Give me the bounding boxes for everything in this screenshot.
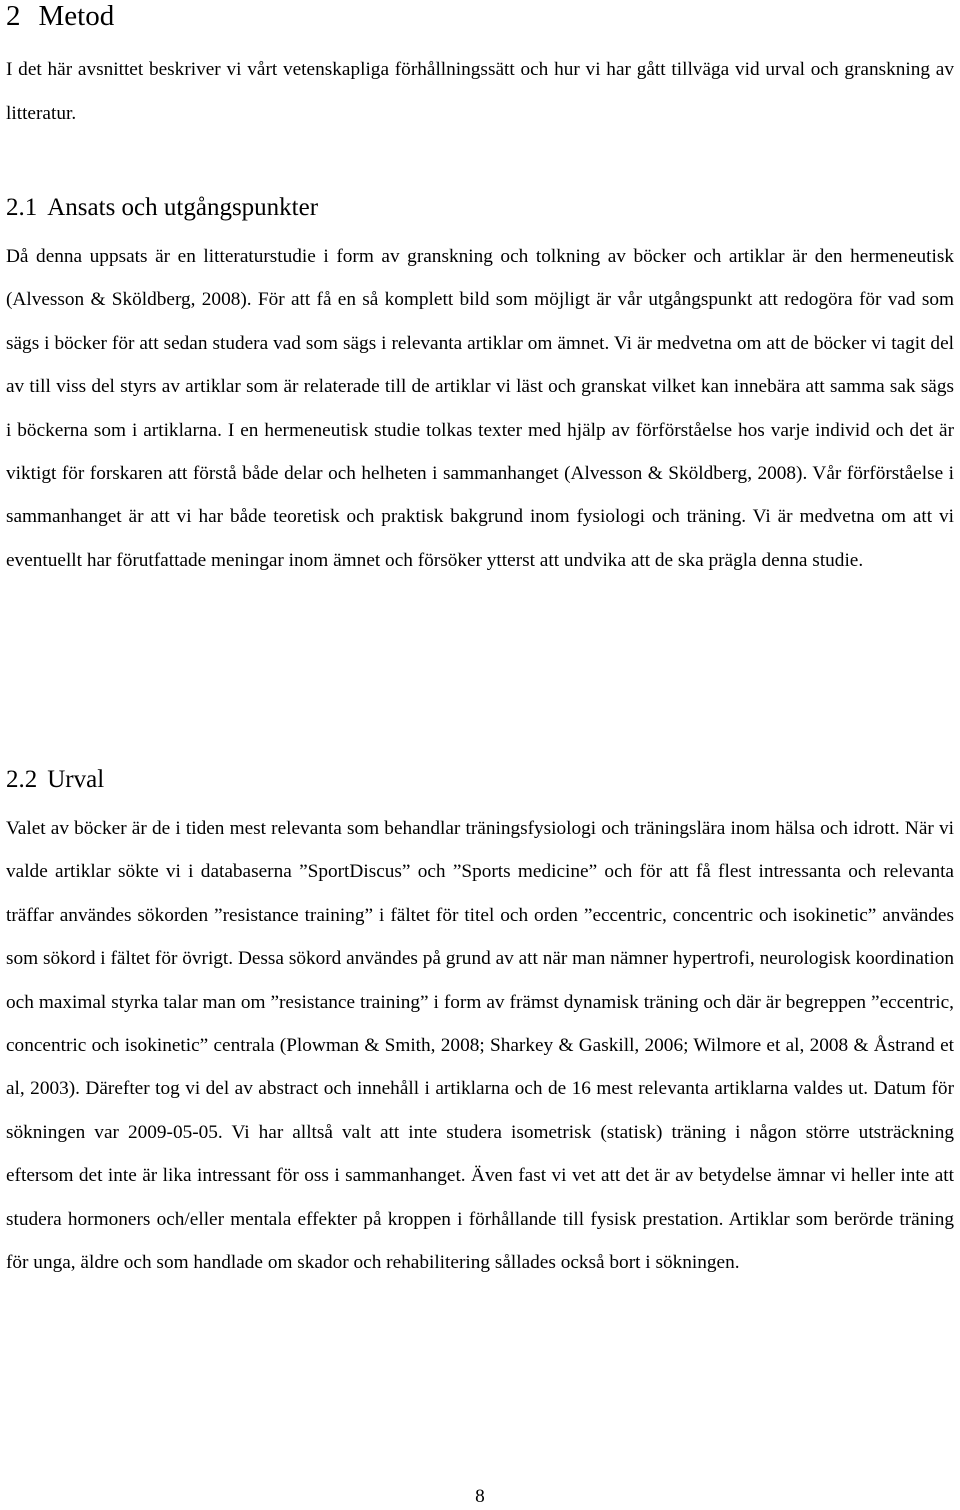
section-number: 2 — [6, 0, 21, 32]
section-title: Metod — [38, 0, 115, 32]
subsection-number: 2.1 — [6, 194, 38, 221]
ansats-paragraph: Då denna uppsats är en litteraturstudie i form av granskning och tolkning av böcker och artiklar är den hermeneutisk (Alvesson & Sköldberg, 2008). För att få en så komplett bild som möjligt är vår utgångspunkt att redogöra för vad som sägs i böcker för att sedan studera vad som sägs i relevanta artiklar om ämnet. Vi är medvetna om att de böcker vi tagit del av till viss del styrs av artiklar som är relaterade till de artiklar vi läst och granskat vilket kan innebära att samma sak sägs i böckerna som i artiklarna. I en hermeneutisk studie tolkas texter med hjälp av förförståelse hos varje individ och det är viktigt för forskaren att förstå både delar och helheten i sammanhanget (Alvesson & Sköldberg, 2008). Vår förförståelse i sammanhanget är att vi har både teoretisk och praktisk bakgrund inom fysiologi och träning. Vi är medvetna om att vi eventuellt har förutfattade meningar inom ämnet och försöker ytterst att undvika att de ska prägla denna studie. — [6, 246, 954, 571]
subsection-number: 2.2 — [6, 766, 38, 793]
subsection-heading-urval — [6, 763, 104, 797]
page-number: 8 — [475, 1486, 485, 1507]
subsection-title: Ansats och utgångspunkter — [47, 194, 319, 221]
section-heading — [6, 0, 114, 36]
subsection-title: Urval — [47, 766, 105, 793]
subsection-heading-ansats — [6, 191, 318, 225]
intro-paragraph: I det här avsnittet beskriver vi vårt vetenskapliga förhållningssätt och hur vi har gått tillväga vid urval och granskning av litteratur. — [6, 59, 954, 124]
urval-paragraph: Valet av böcker är de i tiden mest relevanta som behandlar träningsfysiologi och träningslära inom hälsa och idrott. När vi valde artiklar sökte vi i databaserna ”SportDiscus” och ”Sports medicine” och för att få flest intressanta och relevanta träffar användes sökorden ”resistance training” i fältet för titel och orden ”eccentric, concentric och isokinetic” användes som sökord i fältet för övrigt. Dessa sökord användes på grund av att när man nämner hypertrofi, neurologisk koordination och maximal styrka talar man om ”resistance training” i form av främst dynamisk träning och där är begreppen ”eccentric, concentric och isokinetic” centrala (Plowman & Smith, 2008; Sharkey & Gaskill, 2006; Wilmore et al, 2008 & Åstrand et al, 2003). Därefter tog vi del av abstract och innehåll i artiklarna och de 16 mest relevanta artiklarna valdes ut. Datum för sökningen var 2009-05-05. Vi har alltså valt att inte studera isometrisk (statisk) träning i någon större utsträckning eftersom det inte är lika intressant för oss i sammanhanget. Även fast vi vet att det är av betydelse ämnar vi heller inte att studera hormoners och/eller mentala effekter på kroppen i förhållande till fysisk prestation. Artiklar som berörde träning för unga, äldre och som handlade om skador och rehabilitering sållades också bort i sökningen. — [6, 818, 954, 1274]
